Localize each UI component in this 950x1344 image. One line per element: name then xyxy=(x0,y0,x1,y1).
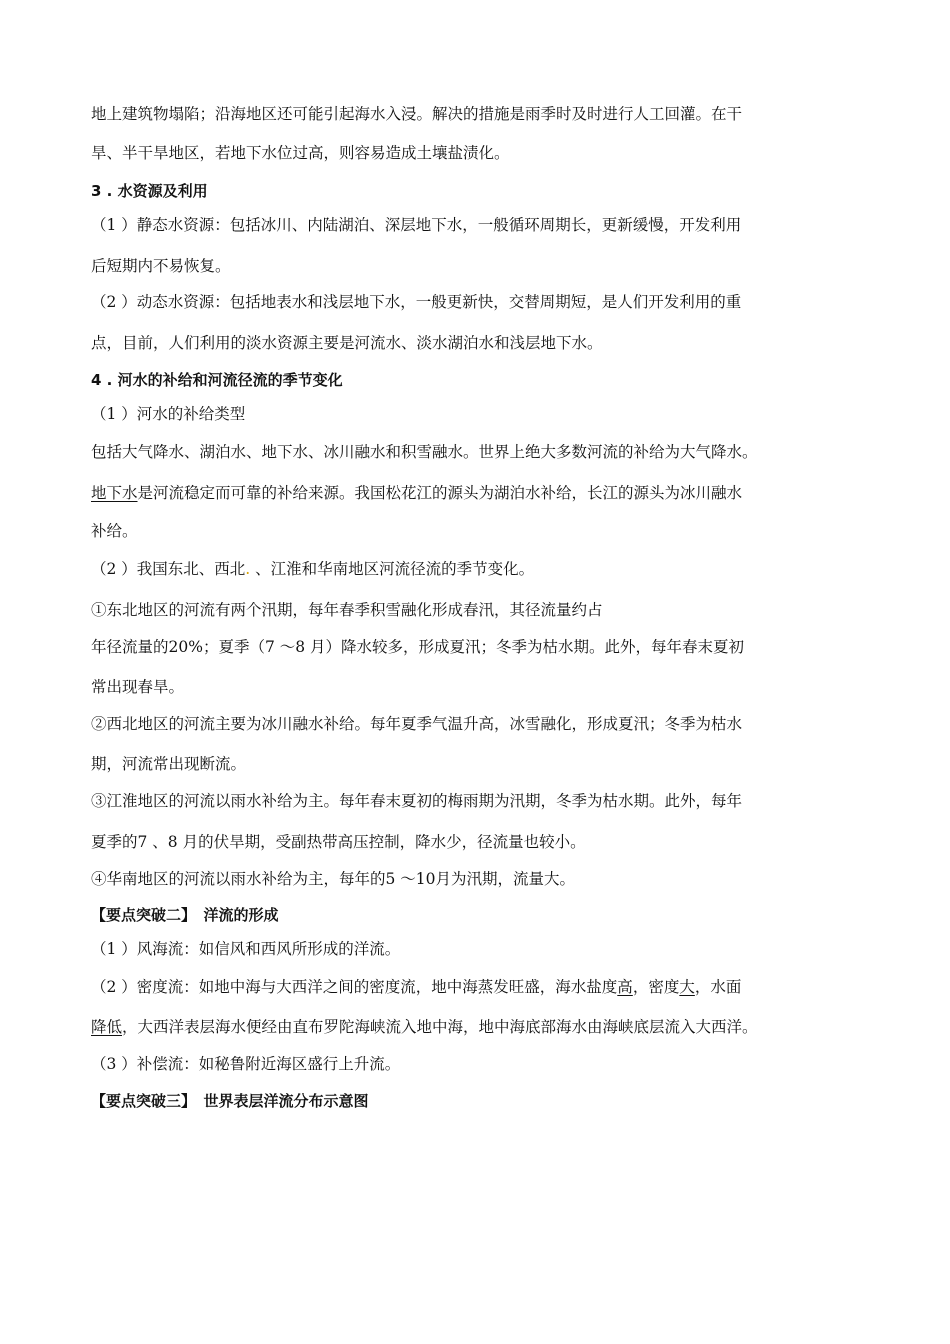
stray-dot: . xyxy=(245,560,251,578)
text-span: （2 ）我国东北、西北 xyxy=(91,560,246,578)
text-line: 常出现春旱。 xyxy=(91,678,185,696)
underlined-term: 大 xyxy=(679,978,695,996)
text-span: 、江淮和华南地区河流径流的季节变化。 xyxy=(250,560,535,578)
text-line: （1 ）风海流：如信风和西风所形成的洋流。 xyxy=(91,940,401,958)
text-line: 包括大气降水、湖泊水、地下水、冰川融水和积雪融水。世界上绝大多数河流的补给为大气降水。 xyxy=(91,443,758,461)
text-line: ①东北地区的河流有两个汛期，每年春季积雪融化形成春汛，其径流量约占 xyxy=(91,601,603,619)
section-heading: 3 . 水资源及利用 xyxy=(91,182,208,200)
text-line: 期，河流常出现断流。 xyxy=(91,755,247,773)
text-line: （1 ）河水的补给类型 xyxy=(91,405,246,423)
text-span: ，密度 xyxy=(632,978,680,996)
underlined-term: 降低 xyxy=(91,1018,123,1036)
text-span: （2 ）密度流：如地中海与大西洋之间的密度流，地中海蒸发旺盛，海水盐度 xyxy=(91,978,618,996)
text-line: ②西北地区的河流主要为冰川融水补给。每年夏季气温升高，冰雪融化，形成夏汛；冬季为枯水 xyxy=(91,715,743,733)
text-line: 旱、半干旱地区，若地下水位过高，则容易造成土壤盐渍化。 xyxy=(91,144,510,162)
text-line: （1 ）静态水资源：包括冰川、内陆湖泊、深层地下水，一般循环周期长，更新缓慢，开发利用 xyxy=(91,216,742,234)
text-span: 是河流稳定而可靠的补给来源。我国松花江的源头为湖泊水补给，长江的源头为冰川融水 xyxy=(137,484,743,502)
text-span: ，大西洋表层海水便经由直布罗陀海峡流入地中海，地中海底部海水由海峡底层流入大西洋。 xyxy=(122,1018,758,1036)
text-line xyxy=(91,1017,758,1037)
text-span: ，水面 xyxy=(694,978,742,996)
text-line: （2 ）动态水资源：包括地表水和浅层地下水，一般更新快，交替周期短，是人们开发利用的重 xyxy=(91,293,742,311)
text-line: 后短期内不易恢复。 xyxy=(91,257,231,275)
text-line: （3 ）补偿流：如秘鲁附近海区盛行上升流。 xyxy=(91,1055,401,1073)
text-line: 地上建筑物塌陷；沿海地区还可能引起海水入浸。解决的措施是雨季时及时进行人工回灌。在干 xyxy=(91,105,743,123)
underlined-term: 高 xyxy=(617,978,633,996)
text-line: 夏季的7 、8 月的伏旱期，受副热带高压控制，降水少，径流量也较小。 xyxy=(91,833,586,851)
text-line xyxy=(91,559,534,579)
section-heading: 4 . 河水的补给和河流径流的季节变化 xyxy=(91,371,343,389)
underlined-term: 地下水 xyxy=(91,484,138,502)
text-line: 点，目前，人们利用的淡水资源主要是河流水、淡水湖泊水和浅层地下水。 xyxy=(91,334,603,352)
section-heading: 【要点突破二】 洋流的形成 xyxy=(91,906,279,924)
text-line: 年径流量的20%；夏季（7 ～8 月）降水较多，形成夏汛；冬季为枯水期。此外，每年春末夏初 xyxy=(91,638,745,656)
text-line: ④华南地区的河流以雨水补给为主，每年的5 ～10月为汛期，流量大。 xyxy=(91,870,576,888)
text-line xyxy=(91,483,742,503)
text-line: ③江淮地区的河流以雨水补给为主。每年春末夏初的梅雨期为汛期，冬季为枯水期。此外，每年 xyxy=(91,792,743,810)
text-line: 补给。 xyxy=(91,522,138,540)
section-heading: 【要点突破三】 世界表层洋流分布示意图 xyxy=(91,1092,369,1110)
text-line xyxy=(91,977,741,997)
